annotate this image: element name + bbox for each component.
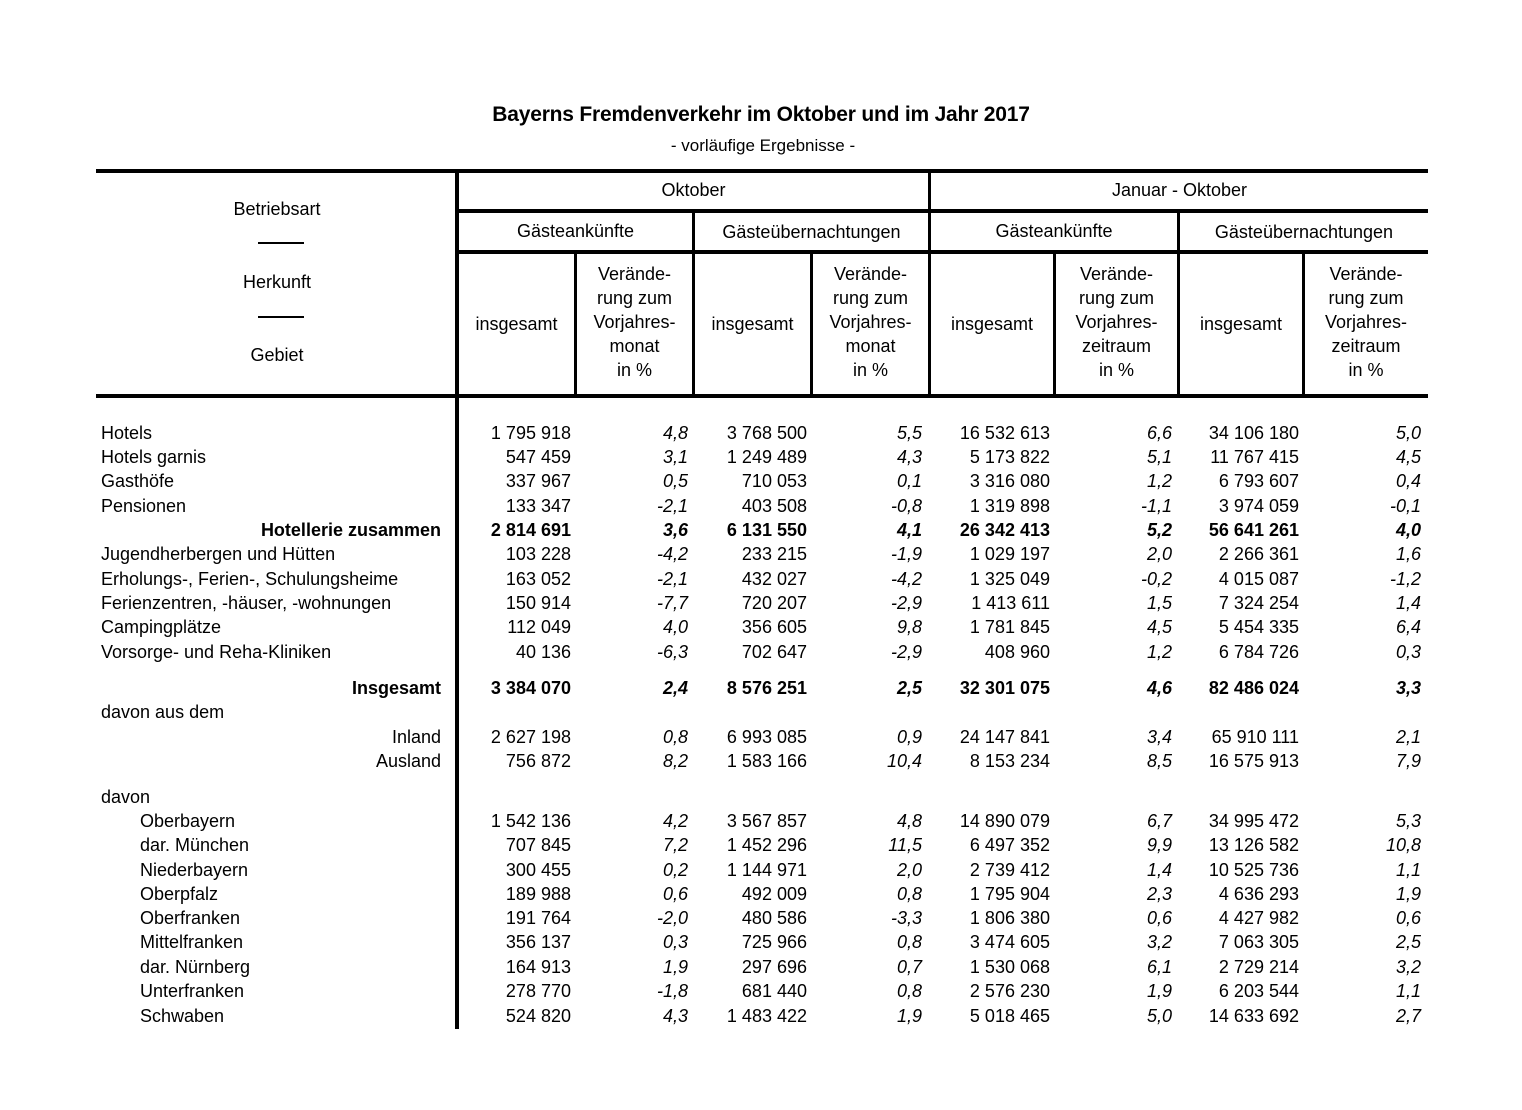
cell-change-pct: 0,6 [1395,908,1421,928]
table-row [0,640,1522,664]
cell-total: 163 052 [505,569,571,589]
cell-total: 14 633 692 [1208,1006,1299,1026]
cell-change-pct: 6,6 [1146,423,1172,443]
column-header-line: in % [1098,360,1134,380]
column-header-line: Verände- [833,264,908,284]
stub-header-betriebsart: Betriebsart [233,199,321,219]
row-label: Hotels [101,423,153,443]
cell-total: 40 136 [515,642,571,662]
cell-change-pct: 0,9 [896,727,922,747]
column-header-line: zeitraum [1331,336,1401,356]
cell-change-pct: 4,8 [662,423,688,443]
table-row [0,591,1522,615]
cell-change-pct: 0,3 [662,932,688,952]
row-label: dar. München [140,835,250,855]
row-label: davon aus dem [101,702,225,722]
column-header-line: Vorjahres- [1075,312,1158,332]
cell-change-pct: -6,3 [656,642,688,662]
cell-change-pct: -1,1 [1140,496,1172,516]
table-row-total [0,518,1522,542]
cell-change-pct: 4,0 [1395,520,1421,540]
cell-total: 2 739 412 [969,860,1050,880]
cell-total: 1 530 068 [969,957,1050,977]
measure-header-uebernachtungen-jahr: Gästeübernachtungen [1214,222,1394,242]
page-title: Bayerns Fremdenverkehr im Oktober und im Jahr 2017 [492,103,1030,126]
cell-total: 6 993 085 [726,727,807,747]
cell-total: 3 384 070 [490,678,571,698]
cell-total: 725 966 [741,932,807,952]
table-row [0,469,1522,493]
cell-change-pct: 2,4 [662,678,688,698]
cell-change-pct: 3,1 [662,447,688,467]
table-row [0,749,1522,773]
cell-change-pct: 4,1 [896,520,922,540]
table-row [0,445,1522,469]
cell-change-pct: 0,5 [662,471,688,491]
cell-total: 710 053 [741,471,807,491]
cell-change-pct: 1,9 [1395,884,1421,904]
cell-total: 1 795 904 [969,884,1050,904]
cell-total: 6 131 550 [726,520,807,540]
cell-change-pct: -3,3 [890,908,922,928]
cell-total: 297 696 [741,957,807,977]
column-header-line: in % [616,360,652,380]
cell-change-pct: 0,8 [896,884,922,904]
cell-change-pct: -1,2 [1389,569,1421,589]
period-header-jan-okt: Januar - Oktober [1111,180,1248,200]
row-label: Inland [391,727,441,747]
column-header-line: rung zum [832,288,909,308]
cell-change-pct: 9,8 [896,617,922,637]
cell-total: 1 452 296 [726,835,807,855]
cell-change-pct: 4,0 [662,617,688,637]
stub-dash-2 [258,316,304,318]
cell-change-pct: 1,4 [1146,860,1172,880]
column-header-line: in % [852,360,888,380]
cell-total: 6 784 726 [1218,642,1299,662]
cell-total: 1 319 898 [969,496,1050,516]
table-row [0,1004,1522,1028]
cell-change-pct: 8,5 [1146,751,1172,771]
cell-total: 26 342 413 [959,520,1050,540]
column-header-line: insgesamt [1199,314,1283,334]
row-label: Oberfranken [140,908,241,928]
table-row-total [0,676,1522,700]
column-header-line: insgesamt [711,314,794,334]
cell-total: 6 203 544 [1218,981,1299,1001]
row-label: Schwaben [140,1006,225,1026]
cell-change-pct: 0,6 [1146,908,1172,928]
header-rule-measures [457,250,1428,254]
column-header-line: Verände- [1329,264,1403,284]
cell-change-pct: 3,6 [662,520,688,540]
row-label: Mittelfranken [140,932,244,952]
cell-change-pct: 1,5 [1146,593,1172,613]
cell-total: 337 967 [505,471,571,491]
cell-total: 4 427 982 [1218,908,1299,928]
cell-change-pct: 5,2 [1146,520,1172,540]
table-row [0,882,1522,906]
cell-total: 10 525 736 [1208,860,1299,880]
cell-change-pct: 1,2 [1146,642,1172,662]
cell-change-pct: 10,8 [1385,835,1421,855]
row-label: Niederbayern [140,860,249,880]
table-row [0,567,1522,591]
cell-total: 1 483 422 [726,1006,807,1026]
row-label: Campingplätze [101,617,222,637]
cell-change-pct: -0,8 [890,496,922,516]
table-row [0,833,1522,857]
cell-total: 1 249 489 [726,447,807,467]
column-header-line: rung zum [596,288,673,308]
table-top-rule [96,169,1428,173]
cell-total: 408 960 [984,642,1050,662]
cell-change-pct: 11,5 [888,835,922,855]
cell-total: 11 767 415 [1210,447,1299,467]
cell-total: 356 605 [741,617,807,637]
cell-total: 1 795 918 [490,423,571,443]
cell-total: 8 153 234 [969,751,1050,771]
cell-change-pct: 1,2 [1146,471,1172,491]
cell-total: 3 567 857 [726,811,807,831]
cell-total: 1 542 136 [490,811,571,831]
stub-header-herkunft: Herkunft [242,272,312,292]
cell-total: 5 173 822 [969,447,1050,467]
column-header-line: Verände- [1079,264,1154,284]
cell-change-pct: 2,5 [1395,932,1421,952]
column-header-4 [813,262,928,382]
cell-total: 480 586 [741,908,807,928]
header-rule-periods [457,209,1428,213]
cell-change-pct: -1,9 [890,544,922,564]
cell-total: 3 768 500 [726,423,807,443]
cell-change-pct: 6,7 [1146,811,1172,831]
row-label: Ausland [375,751,441,771]
cell-change-pct: 4,5 [1395,447,1421,467]
column-header-line: insgesamt [475,314,558,334]
cell-change-pct: 7,9 [1395,751,1421,771]
cell-total: 164 913 [505,957,571,977]
cell-change-pct: 0,6 [662,884,688,904]
row-label: Ferienzentren, -häuser, -wohnungen [101,593,392,613]
cell-total: 278 770 [505,981,571,1001]
cell-total: 14 890 079 [959,811,1050,831]
cell-total: 707 845 [505,835,571,855]
measure-header-ankuenfte-okt: Gästeankünfte [516,221,635,241]
cell-total: 16 575 913 [1208,751,1299,771]
row-label: Hotels garnis [101,447,207,467]
row-label: Pensionen [101,496,187,516]
table-row [0,979,1522,1003]
cell-change-pct: 1,6 [1395,544,1421,564]
cell-total: 8 576 251 [726,678,807,698]
cell-total: 756 872 [505,751,571,771]
table-row [0,494,1522,518]
page-subtitle: - vorläufige Ergebnisse - [670,136,856,155]
cell-change-pct: 9,9 [1146,835,1172,855]
cell-change-pct: 5,0 [1395,423,1421,443]
cell-total: 4 015 087 [1218,569,1299,589]
cell-total: 2 729 214 [1218,957,1299,977]
measure-header-ankuenfte-jahr: Gästeankünfte [995,221,1113,241]
cell-change-pct: 1,4 [1395,593,1421,613]
stub-header-gebiet: Gebiet [250,345,304,365]
table-row [0,785,1522,809]
column-header-line: Vorjahres- [829,312,912,332]
cell-total: 2 576 230 [969,981,1050,1001]
table-row [0,700,1522,724]
cell-change-pct: 0,1 [896,471,922,491]
cell-total: 5 454 335 [1218,617,1299,637]
table-row [0,906,1522,930]
cell-total: 32 301 075 [959,678,1050,698]
cell-change-pct: 5,0 [1146,1006,1172,1026]
cell-total: 492 009 [741,884,807,904]
cell-total: 403 508 [741,496,807,516]
column-header-7 [1180,312,1302,336]
cell-total: 191 764 [505,908,571,928]
table-row [0,809,1522,833]
cell-change-pct: 4,3 [896,447,922,467]
cell-total: 1 325 049 [969,569,1050,589]
row-label: Hotellerie zusammen [260,520,441,540]
cell-change-pct: -7,7 [656,593,688,613]
cell-change-pct: 0,2 [662,860,688,880]
cell-total: 150 914 [505,593,571,613]
cell-change-pct: 1,9 [662,957,688,977]
cell-change-pct: 3,4 [1146,727,1172,747]
cell-change-pct: -4,2 [890,569,922,589]
cell-total: 2 627 198 [490,727,571,747]
column-header-3 [695,312,810,336]
cell-change-pct: 2,7 [1395,1006,1421,1026]
cell-total: 5 018 465 [969,1006,1050,1026]
column-header-line: in % [1348,360,1384,380]
cell-change-pct: 6,1 [1146,957,1172,977]
table-row [0,955,1522,979]
header-bottom-rule [96,394,1428,398]
cell-change-pct: 4,3 [662,1006,688,1026]
cell-total: 524 820 [505,1006,571,1026]
cell-change-pct: -1,8 [656,981,688,1001]
cell-change-pct: 0,8 [896,932,922,952]
table-row [0,858,1522,882]
cell-total: 13 126 582 [1208,835,1299,855]
row-label: Jugendherbergen und Hütten [101,544,336,564]
cell-total: 1 583 166 [726,751,807,771]
cell-total: 1 029 197 [969,544,1050,564]
cell-total: 189 988 [505,884,571,904]
cell-change-pct: 5,3 [1395,811,1421,831]
cell-change-pct: 1,9 [1146,981,1172,1001]
table-row [0,725,1522,749]
table-row [0,615,1522,639]
cell-change-pct: -0,2 [1140,569,1172,589]
cell-total: 3 316 080 [969,471,1050,491]
cell-total: 1 144 971 [726,860,807,880]
column-header-line: Vorjahres- [593,312,676,332]
cell-change-pct: 4,6 [1146,678,1172,698]
cell-total: 133 347 [505,496,571,516]
cell-total: 24 147 841 [959,727,1050,747]
cell-total: 56 641 261 [1208,520,1299,540]
cell-total: 7 063 305 [1218,932,1299,952]
cell-total: 1 806 380 [969,908,1050,928]
cell-change-pct: 0,4 [1395,471,1421,491]
cell-change-pct: 6,4 [1395,617,1421,637]
stub-dash-1 [258,242,304,244]
column-header-line: rung zum [1078,288,1155,308]
cell-total: 6 793 607 [1218,471,1299,491]
cell-total: 3 974 059 [1218,496,1299,516]
table-row [0,421,1522,445]
cell-change-pct: -2,1 [656,569,688,589]
column-header-line: monat [609,336,660,356]
cell-change-pct: 2,3 [1146,884,1172,904]
column-header-8 [1305,262,1427,382]
table-row [0,930,1522,954]
row-label: davon [101,787,151,807]
cell-change-pct: 2,1 [1395,727,1421,747]
column-header-2 [577,262,692,382]
column-header-6 [1056,262,1177,382]
cell-total: 720 207 [741,593,807,613]
cell-total: 4 636 293 [1218,884,1299,904]
cell-total: 300 455 [505,860,571,880]
cell-total: 3 474 605 [969,932,1050,952]
cell-total: 233 215 [741,544,807,564]
cell-total: 432 027 [741,569,807,589]
cell-change-pct: 2,5 [896,678,922,698]
row-label: Insgesamt [351,678,441,698]
period-divider [928,169,931,398]
column-header-line: monat [845,336,896,356]
cell-change-pct: 3,2 [1146,932,1172,952]
cell-total: 1 413 611 [971,593,1050,613]
cell-total: 34 106 180 [1208,423,1299,443]
cell-total: 65 910 111 [1211,727,1299,747]
cell-change-pct: -0,1 [1389,496,1421,516]
cell-change-pct: -2,0 [656,908,688,928]
cell-change-pct: -4,2 [656,544,688,564]
table-row [0,542,1522,566]
cell-change-pct: 10,4 [886,751,922,771]
cell-change-pct: 3,3 [1395,678,1421,698]
cell-change-pct: 1,9 [896,1006,922,1026]
cell-total: 1 781 845 [969,617,1050,637]
cell-change-pct: 0,7 [896,957,922,977]
row-label: Oberpfalz [140,884,219,904]
cell-change-pct: 5,5 [896,423,922,443]
cell-change-pct: 4,5 [1146,617,1172,637]
cell-total: 2 814 691 [490,520,571,540]
cell-change-pct: 1,1 [1395,860,1421,880]
column-header-5 [931,312,1053,336]
row-label: Erholungs-, Ferien-, Schulungsheime [101,569,399,589]
cell-total: 103 228 [505,544,571,564]
cell-change-pct: -2,9 [890,593,922,613]
row-label: Oberbayern [140,811,236,831]
cell-total: 7 324 254 [1218,593,1299,613]
column-header-line: zeitraum [1081,336,1152,356]
cell-change-pct: 1,1 [1395,981,1421,1001]
cell-change-pct: 0,8 [896,981,922,1001]
cell-change-pct: 7,2 [662,835,688,855]
cell-change-pct: 3,2 [1395,957,1421,977]
row-label: Gasthöfe [101,471,175,491]
cell-change-pct: 4,2 [662,811,688,831]
period-header-oktober: Oktober [661,180,726,200]
measure-header-uebernachtungen-okt: Gästeübernachtungen [722,222,901,242]
column-header-line: rung zum [1328,288,1404,308]
cell-total: 356 137 [505,932,571,952]
cell-total: 82 486 024 [1208,678,1299,698]
cell-total: 112 049 [507,617,571,637]
row-label: Vorsorge- und Reha-Kliniken [101,642,332,662]
column-header-line: Verände- [597,264,672,284]
column-header-line: Vorjahres- [1324,312,1408,332]
cell-change-pct: 8,2 [662,751,688,771]
cell-change-pct: -2,1 [656,496,688,516]
cell-total: 6 497 352 [969,835,1050,855]
cell-total: 16 532 613 [959,423,1050,443]
column-header-1 [459,312,574,336]
cell-change-pct: -2,9 [890,642,922,662]
cell-change-pct: 4,8 [896,811,922,831]
cell-total: 2 266 361 [1218,544,1299,564]
cell-change-pct: 5,1 [1146,447,1172,467]
row-label: Unterfranken [140,981,245,1001]
row-label: dar. Nürnberg [140,957,251,977]
cell-change-pct: 2,0 [1146,544,1172,564]
cell-total: 547 459 [505,447,571,467]
cell-change-pct: 2,0 [896,860,922,880]
cell-change-pct: 0,3 [1395,642,1421,662]
column-header-line: insgesamt [950,314,1034,334]
cell-change-pct: 0,8 [662,727,688,747]
cell-total: 681 440 [741,981,807,1001]
cell-total: 34 995 472 [1208,811,1299,831]
cell-total: 702 647 [741,642,807,662]
